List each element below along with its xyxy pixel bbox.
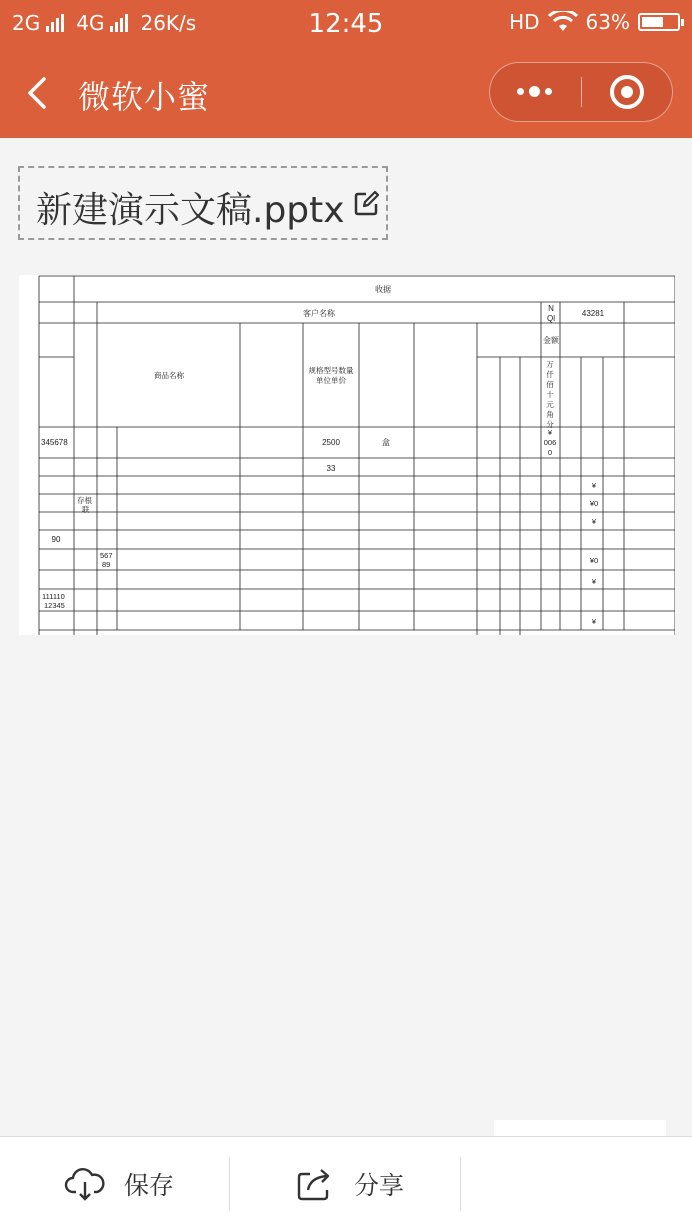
app-header: [0, 0, 692, 138]
more-button[interactable]: [490, 63, 581, 120]
product-label: 商品名称: [154, 371, 184, 380]
amount-unit-label: 分: [546, 420, 554, 429]
row-qty: 33: [326, 464, 336, 473]
row-amount: 006: [543, 438, 557, 447]
cloud-download-icon: [64, 1166, 106, 1202]
row-value: 111110: [42, 592, 65, 601]
doc-title: 收据: [375, 285, 391, 294]
row-qty: 2500: [322, 438, 340, 447]
amount-unit-label: 万: [546, 360, 554, 369]
customer-label: 客户名称: [303, 309, 335, 318]
amount-unit-label: 角: [546, 410, 554, 419]
amount-unit-label: 十: [546, 390, 554, 399]
share-icon: [296, 1166, 336, 1202]
status-bar: [0, 0, 692, 48]
amount-unit-label: 仟: [546, 370, 554, 379]
share-button[interactable]: [296, 1137, 404, 1231]
amount-unit-label: 佰: [546, 380, 554, 389]
row-amount: ¥: [547, 428, 553, 437]
row-unit: 盒: [382, 438, 390, 447]
amount-unit-label: 元: [546, 400, 554, 409]
hd-badge: HD: [509, 10, 540, 34]
row-value: 90: [51, 535, 61, 544]
cell-yen: ¥0: [589, 499, 599, 508]
edit-icon[interactable]: [354, 190, 380, 218]
stub-label: 联: [82, 505, 90, 514]
toolbar-divider: [460, 1157, 461, 1211]
cell-yen: ¥: [591, 517, 597, 526]
network-speed: 26K/s: [140, 11, 197, 35]
target-circle-icon: [610, 75, 644, 109]
share-label: 分享: [354, 1171, 405, 1200]
network-type-2g: 2G: [12, 11, 41, 35]
cell-yen: ¥: [591, 577, 597, 586]
amount-label: 金额: [543, 336, 559, 345]
back-button[interactable]: [22, 68, 62, 118]
bottom-toolbar: [0, 1136, 692, 1231]
save-label: 保存: [124, 1171, 175, 1200]
spec-label: 单位单价: [316, 376, 346, 385]
cell-yen: ¥0: [589, 556, 599, 565]
wifi-icon: [548, 11, 578, 33]
network-type-4g: 4G: [76, 11, 105, 35]
page-title: 微软小蜜: [78, 78, 211, 116]
status-time: 12:45: [308, 9, 384, 39]
row-value: 567: [100, 551, 113, 560]
cell-yen: ¥: [591, 481, 597, 490]
save-button[interactable]: [64, 1137, 174, 1231]
file-name: 新建演示文稿.pptx: [36, 190, 345, 231]
no-label: Ql: [547, 314, 555, 323]
row-value: 12345: [44, 601, 65, 610]
row-value: 89: [102, 560, 111, 569]
row-amount: 0: [547, 448, 553, 457]
mini-program-capsule: [489, 62, 673, 122]
receipt-table: [19, 275, 675, 635]
battery-percent: 63%: [585, 10, 630, 34]
no-label: N: [548, 304, 554, 313]
toolbar-divider: [229, 1157, 230, 1211]
title-bar: [0, 48, 692, 138]
chevron-left-icon: [22, 68, 62, 118]
row-code: 345678: [41, 438, 68, 447]
battery-icon: [638, 13, 680, 31]
stub-label: 存根: [77, 496, 92, 505]
no-value: 43281: [581, 309, 605, 318]
document-preview[interactable]: [19, 275, 675, 635]
more-dots-icon: [517, 88, 552, 97]
close-mini-program-button[interactable]: [582, 63, 672, 120]
cell-yen: ¥: [591, 617, 597, 626]
spec-label: 规格型号数量: [308, 366, 354, 375]
file-name-box[interactable]: [18, 166, 388, 240]
